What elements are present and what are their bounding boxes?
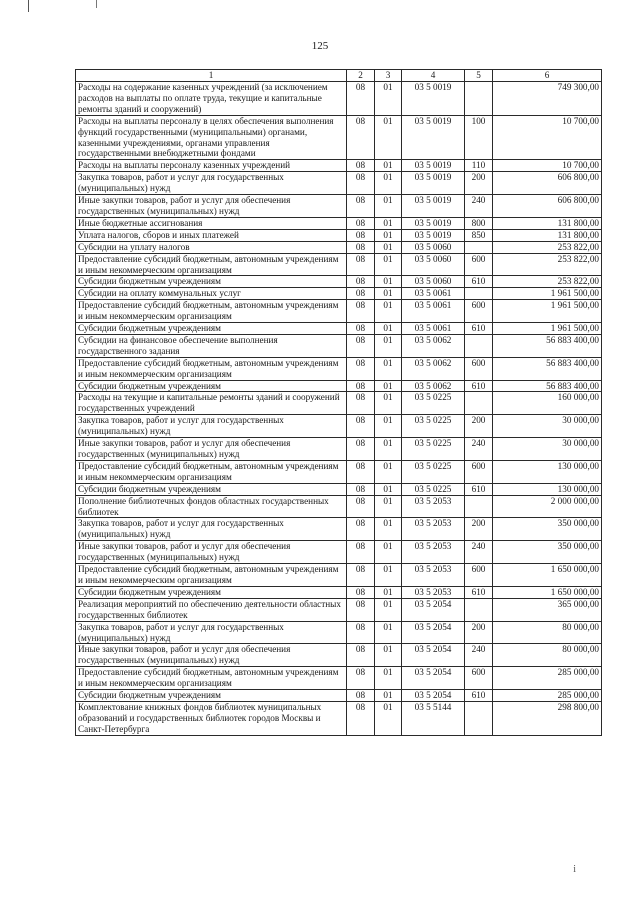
table-row [76, 115, 602, 160]
row-target-article-cell: 03 5 0060 [402, 276, 465, 288]
row-expense-type-cell: 600 [465, 667, 493, 690]
row-section-cell: 08 [347, 564, 375, 587]
column-header-subsection: 3 [375, 70, 402, 82]
row-section-cell: 08 [347, 172, 375, 195]
row-expense-type-cell: 610 [465, 276, 493, 288]
row-expense-type-cell [465, 392, 493, 415]
table-row [76, 644, 602, 667]
budget-table [75, 69, 602, 736]
table-row [76, 160, 602, 172]
row-expense-type-cell [465, 334, 493, 357]
row-amount-cell: 130 000,00 [493, 483, 602, 495]
row-amount-cell: 30 000,00 [493, 415, 602, 438]
row-expense-type-cell: 610 [465, 323, 493, 335]
row-amount-cell: 1 961 500,00 [493, 323, 602, 335]
row-target-article-cell: 03 5 2054 [402, 667, 465, 690]
row-subsection-cell: 01 [375, 438, 402, 461]
table-row [76, 357, 602, 380]
table-row [76, 483, 602, 495]
table-row [76, 288, 602, 300]
row-expense-type-cell: 610 [465, 483, 493, 495]
row-subsection-cell: 01 [375, 495, 402, 518]
row-name-cell: Комплектование книжных фондов библиотек муниципальных образований и государственных библиотек городов Москвы и Санкт-Петербурга [76, 701, 347, 735]
row-target-article-cell: 03 5 0225 [402, 460, 465, 483]
row-expense-type-cell: 110 [465, 160, 493, 172]
row-name-cell: Предоставление субсидий бюджетным, автономным учреждениям и иным некоммерческим организациям [76, 667, 347, 690]
row-subsection-cell: 01 [375, 115, 402, 160]
table-row [76, 701, 602, 735]
row-amount-cell: 350 000,00 [493, 541, 602, 564]
row-target-article-cell: 03 5 2054 [402, 598, 465, 621]
row-section-cell: 08 [347, 621, 375, 644]
row-expense-type-cell: 200 [465, 621, 493, 644]
row-subsection-cell: 01 [375, 172, 402, 195]
row-section-cell: 08 [347, 300, 375, 323]
row-section-cell: 08 [347, 357, 375, 380]
table-row [76, 82, 602, 116]
row-section-cell: 08 [347, 334, 375, 357]
table-row [76, 518, 602, 541]
row-expense-type-cell: 200 [465, 415, 493, 438]
row-name-cell: Уплата налогов, сборов и иных платежей [76, 229, 347, 241]
row-target-article-cell: 03 5 0225 [402, 438, 465, 461]
row-subsection-cell: 01 [375, 621, 402, 644]
row-section-cell: 08 [347, 690, 375, 702]
row-expense-type-cell: 240 [465, 644, 493, 667]
row-section-cell: 08 [347, 253, 375, 276]
table-body [76, 82, 602, 736]
table-row [76, 253, 602, 276]
row-expense-type-cell: 100 [465, 115, 493, 160]
row-target-article-cell: 03 5 2054 [402, 644, 465, 667]
table-row [76, 300, 602, 323]
row-section-cell: 08 [347, 667, 375, 690]
row-target-article-cell: 03 5 0225 [402, 415, 465, 438]
row-amount-cell: 56 883 400,00 [493, 334, 602, 357]
row-amount-cell: 10 700,00 [493, 115, 602, 160]
row-expense-type-cell: 200 [465, 518, 493, 541]
row-expense-type-cell: 610 [465, 586, 493, 598]
row-name-cell: Иные закупки товаров, работ и услуг для обеспечения государственных (муниципальных) нужд [76, 541, 347, 564]
row-expense-type-cell [465, 701, 493, 735]
row-expense-type-cell: 240 [465, 195, 493, 218]
row-name-cell: Расходы на содержание казенных учреждений (за исключением расходов на выплаты по оплате труда, текущие и капитальные ремонты зданий и сооружений) [76, 82, 347, 116]
row-name-cell: Иные закупки товаров, работ и услуг для обеспечения государственных (муниципальных) нужд [76, 195, 347, 218]
table-row [76, 415, 602, 438]
row-name-cell: Субсидии бюджетным учреждениям [76, 380, 347, 392]
table-row [76, 241, 602, 253]
row-expense-type-cell: 600 [465, 300, 493, 323]
row-section-cell: 08 [347, 380, 375, 392]
row-name-cell: Предоставление субсидий бюджетным, автономным учреждениям и иным некоммерческим организациям [76, 460, 347, 483]
row-amount-cell: 130 000,00 [493, 460, 602, 483]
row-target-article-cell: 03 5 0019 [402, 115, 465, 160]
table-row [76, 495, 602, 518]
row-subsection-cell: 01 [375, 323, 402, 335]
row-amount-cell: 131 800,00 [493, 229, 602, 241]
row-name-cell: Предоставление субсидий бюджетным, автономным учреждениям и иным некоммерческим организациям [76, 357, 347, 380]
row-amount-cell: 253 822,00 [493, 276, 602, 288]
row-expense-type-cell: 240 [465, 438, 493, 461]
row-subsection-cell: 01 [375, 357, 402, 380]
row-subsection-cell: 01 [375, 644, 402, 667]
row-target-article-cell: 03 5 2053 [402, 586, 465, 598]
row-target-article-cell: 03 5 2053 [402, 564, 465, 587]
row-target-article-cell: 03 5 0061 [402, 300, 465, 323]
row-target-article-cell: 03 5 2053 [402, 518, 465, 541]
table-row [76, 195, 602, 218]
row-amount-cell: 80 000,00 [493, 621, 602, 644]
row-expense-type-cell [465, 288, 493, 300]
table-row [76, 598, 602, 621]
row-name-cell: Расходы на выплаты персоналу в целях обеспечения выполнения функций государственными (муниципальными) органами, казенными учреждениями, органами управления государственными внебюджетными фондами [76, 115, 347, 160]
table-header-row [76, 70, 602, 82]
row-expense-type-cell: 600 [465, 357, 493, 380]
row-section-cell: 08 [347, 415, 375, 438]
row-subsection-cell: 01 [375, 229, 402, 241]
row-name-cell: Субсидии бюджетным учреждениям [76, 586, 347, 598]
row-name-cell: Расходы на выплаты персоналу казенных учреждений [76, 160, 347, 172]
row-expense-type-cell [465, 495, 493, 518]
row-section-cell: 08 [347, 586, 375, 598]
row-name-cell: Субсидии на финансовое обеспечение выполнения государственного задания [76, 334, 347, 357]
row-amount-cell: 131 800,00 [493, 217, 602, 229]
row-name-cell: Пополнение библиотечных фондов областных государственных библиотек [76, 495, 347, 518]
row-name-cell: Субсидии бюджетным учреждениям [76, 690, 347, 702]
row-section-cell: 08 [347, 438, 375, 461]
row-subsection-cell: 01 [375, 217, 402, 229]
row-amount-cell: 10 700,00 [493, 160, 602, 172]
row-target-article-cell: 03 5 0225 [402, 392, 465, 415]
row-amount-cell: 30 000,00 [493, 438, 602, 461]
row-amount-cell: 606 800,00 [493, 172, 602, 195]
row-amount-cell: 298 800,00 [493, 701, 602, 735]
row-subsection-cell: 01 [375, 195, 402, 218]
row-subsection-cell: 01 [375, 380, 402, 392]
row-name-cell: Субсидии бюджетным учреждениям [76, 276, 347, 288]
row-amount-cell: 253 822,00 [493, 253, 602, 276]
corner-mark: i [573, 864, 576, 875]
page-number: 125 [311, 40, 329, 52]
column-header-name: 1 [76, 70, 347, 82]
row-section-cell: 08 [347, 392, 375, 415]
row-subsection-cell: 01 [375, 300, 402, 323]
row-target-article-cell: 03 5 0060 [402, 241, 465, 253]
row-subsection-cell: 01 [375, 288, 402, 300]
row-section-cell: 08 [347, 644, 375, 667]
row-name-cell: Закупка товаров, работ и услуг для государственных (муниципальных) нужд [76, 621, 347, 644]
row-target-article-cell: 03 5 0062 [402, 334, 465, 357]
row-expense-type-cell [465, 598, 493, 621]
row-section-cell: 08 [347, 160, 375, 172]
row-amount-cell: 1 961 500,00 [493, 300, 602, 323]
row-amount-cell: 1 650 000,00 [493, 586, 602, 598]
row-section-cell: 08 [347, 518, 375, 541]
row-amount-cell: 2 000 000,00 [493, 495, 602, 518]
row-section-cell: 08 [347, 460, 375, 483]
row-name-cell: Субсидии бюджетным учреждениям [76, 323, 347, 335]
table-row [76, 276, 602, 288]
row-expense-type-cell: 600 [465, 564, 493, 587]
row-section-cell: 08 [347, 241, 375, 253]
row-expense-type-cell [465, 82, 493, 116]
row-target-article-cell: 03 5 2053 [402, 495, 465, 518]
row-subsection-cell: 01 [375, 541, 402, 564]
row-expense-type-cell: 600 [465, 460, 493, 483]
row-target-article-cell: 03 5 0062 [402, 380, 465, 392]
row-section-cell: 08 [347, 701, 375, 735]
row-subsection-cell: 01 [375, 334, 402, 357]
table-row [76, 217, 602, 229]
row-target-article-cell: 03 5 5144 [402, 701, 465, 735]
row-subsection-cell: 01 [375, 82, 402, 116]
row-amount-cell: 56 883 400,00 [493, 380, 602, 392]
table-row [76, 621, 602, 644]
row-name-cell: Предоставление субсидий бюджетным, автономным учреждениям и иным некоммерческим организациям [76, 564, 347, 587]
table-row [76, 380, 602, 392]
row-target-article-cell: 03 5 0225 [402, 483, 465, 495]
table-row [76, 323, 602, 335]
row-amount-cell: 285 000,00 [493, 667, 602, 690]
row-target-article-cell: 03 5 0061 [402, 288, 465, 300]
row-subsection-cell: 01 [375, 483, 402, 495]
row-subsection-cell: 01 [375, 586, 402, 598]
column-header-expense-type: 5 [465, 70, 493, 82]
table-row [76, 172, 602, 195]
row-section-cell: 08 [347, 483, 375, 495]
row-name-cell: Закупка товаров, работ и услуг для государственных (муниципальных) нужд [76, 415, 347, 438]
row-target-article-cell: 03 5 0019 [402, 160, 465, 172]
row-target-article-cell: 03 5 0019 [402, 172, 465, 195]
row-section-cell: 08 [347, 323, 375, 335]
row-subsection-cell: 01 [375, 160, 402, 172]
row-section-cell: 08 [347, 195, 375, 218]
row-subsection-cell: 01 [375, 276, 402, 288]
column-header-section: 2 [347, 70, 375, 82]
row-name-cell: Субсидии на уплату налогов [76, 241, 347, 253]
table-row [76, 334, 602, 357]
row-target-article-cell: 03 5 0019 [402, 195, 465, 218]
row-subsection-cell: 01 [375, 392, 402, 415]
row-subsection-cell: 01 [375, 518, 402, 541]
row-section-cell: 08 [347, 288, 375, 300]
table-row [76, 229, 602, 241]
row-amount-cell: 80 000,00 [493, 644, 602, 667]
table-row [76, 586, 602, 598]
scan-artifact-mark [28, 0, 29, 12]
table-row [76, 460, 602, 483]
row-section-cell: 08 [347, 217, 375, 229]
row-expense-type-cell: 800 [465, 217, 493, 229]
row-expense-type-cell: 850 [465, 229, 493, 241]
row-section-cell: 08 [347, 82, 375, 116]
row-name-cell: Субсидии на оплату коммунальных услуг [76, 288, 347, 300]
column-header-amount: 6 [493, 70, 602, 82]
row-amount-cell: 606 800,00 [493, 195, 602, 218]
row-name-cell: Иные закупки товаров, работ и услуг для обеспечения государственных (муниципальных) нужд [76, 438, 347, 461]
row-target-article-cell: 03 5 2054 [402, 690, 465, 702]
table-row [76, 667, 602, 690]
row-subsection-cell: 01 [375, 253, 402, 276]
row-section-cell: 08 [347, 598, 375, 621]
table-row [76, 438, 602, 461]
row-target-article-cell: 03 5 0060 [402, 253, 465, 276]
row-target-article-cell: 03 5 2054 [402, 621, 465, 644]
row-section-cell: 08 [347, 276, 375, 288]
row-target-article-cell: 03 5 0061 [402, 323, 465, 335]
scan-artifact-mark [96, 0, 97, 8]
row-expense-type-cell [465, 241, 493, 253]
table-row [76, 690, 602, 702]
column-header-target-article: 4 [402, 70, 465, 82]
row-name-cell: Иные закупки товаров, работ и услуг для обеспечения государственных (муниципальных) нужд [76, 644, 347, 667]
row-name-cell: Закупка товаров, работ и услуг для государственных (муниципальных) нужд [76, 172, 347, 195]
row-amount-cell: 365 000,00 [493, 598, 602, 621]
row-name-cell: Предоставление субсидий бюджетным, автономным учреждениям и иным некоммерческим организациям [76, 300, 347, 323]
row-amount-cell: 1 650 000,00 [493, 564, 602, 587]
row-expense-type-cell: 610 [465, 690, 493, 702]
row-amount-cell: 253 822,00 [493, 241, 602, 253]
row-subsection-cell: 01 [375, 460, 402, 483]
row-name-cell: Реализация мероприятий по обеспечению деятельности областных государственных библиотек [76, 598, 347, 621]
row-amount-cell: 160 000,00 [493, 392, 602, 415]
row-target-article-cell: 03 5 2053 [402, 541, 465, 564]
table-row [76, 564, 602, 587]
row-amount-cell: 56 883 400,00 [493, 357, 602, 380]
row-amount-cell: 749 300,00 [493, 82, 602, 116]
row-subsection-cell: 01 [375, 598, 402, 621]
row-section-cell: 08 [347, 115, 375, 160]
row-expense-type-cell: 200 [465, 172, 493, 195]
row-target-article-cell: 03 5 0019 [402, 217, 465, 229]
row-expense-type-cell: 600 [465, 253, 493, 276]
table-row [76, 541, 602, 564]
row-section-cell: 08 [347, 541, 375, 564]
row-name-cell: Иные бюджетные ассигнования [76, 217, 347, 229]
row-name-cell: Предоставление субсидий бюджетным, автономным учреждениям и иным некоммерческим организациям [76, 253, 347, 276]
row-subsection-cell: 01 [375, 667, 402, 690]
table-row [76, 392, 602, 415]
row-name-cell: Субсидии бюджетным учреждениям [76, 483, 347, 495]
row-subsection-cell: 01 [375, 241, 402, 253]
row-name-cell: Расходы на текущие и капитальные ремонты зданий и сооружений государственных учреждений [76, 392, 347, 415]
row-expense-type-cell: 240 [465, 541, 493, 564]
row-section-cell: 08 [347, 229, 375, 241]
row-amount-cell: 285 000,00 [493, 690, 602, 702]
row-name-cell: Закупка товаров, работ и услуг для государственных (муниципальных) нужд [76, 518, 347, 541]
row-section-cell: 08 [347, 495, 375, 518]
row-subsection-cell: 01 [375, 701, 402, 735]
row-subsection-cell: 01 [375, 690, 402, 702]
row-expense-type-cell: 610 [465, 380, 493, 392]
row-subsection-cell: 01 [375, 564, 402, 587]
row-amount-cell: 350 000,00 [493, 518, 602, 541]
row-subsection-cell: 01 [375, 415, 402, 438]
row-target-article-cell: 03 5 0019 [402, 82, 465, 116]
row-target-article-cell: 03 5 0019 [402, 229, 465, 241]
row-target-article-cell: 03 5 0062 [402, 357, 465, 380]
row-amount-cell: 1 961 500,00 [493, 288, 602, 300]
